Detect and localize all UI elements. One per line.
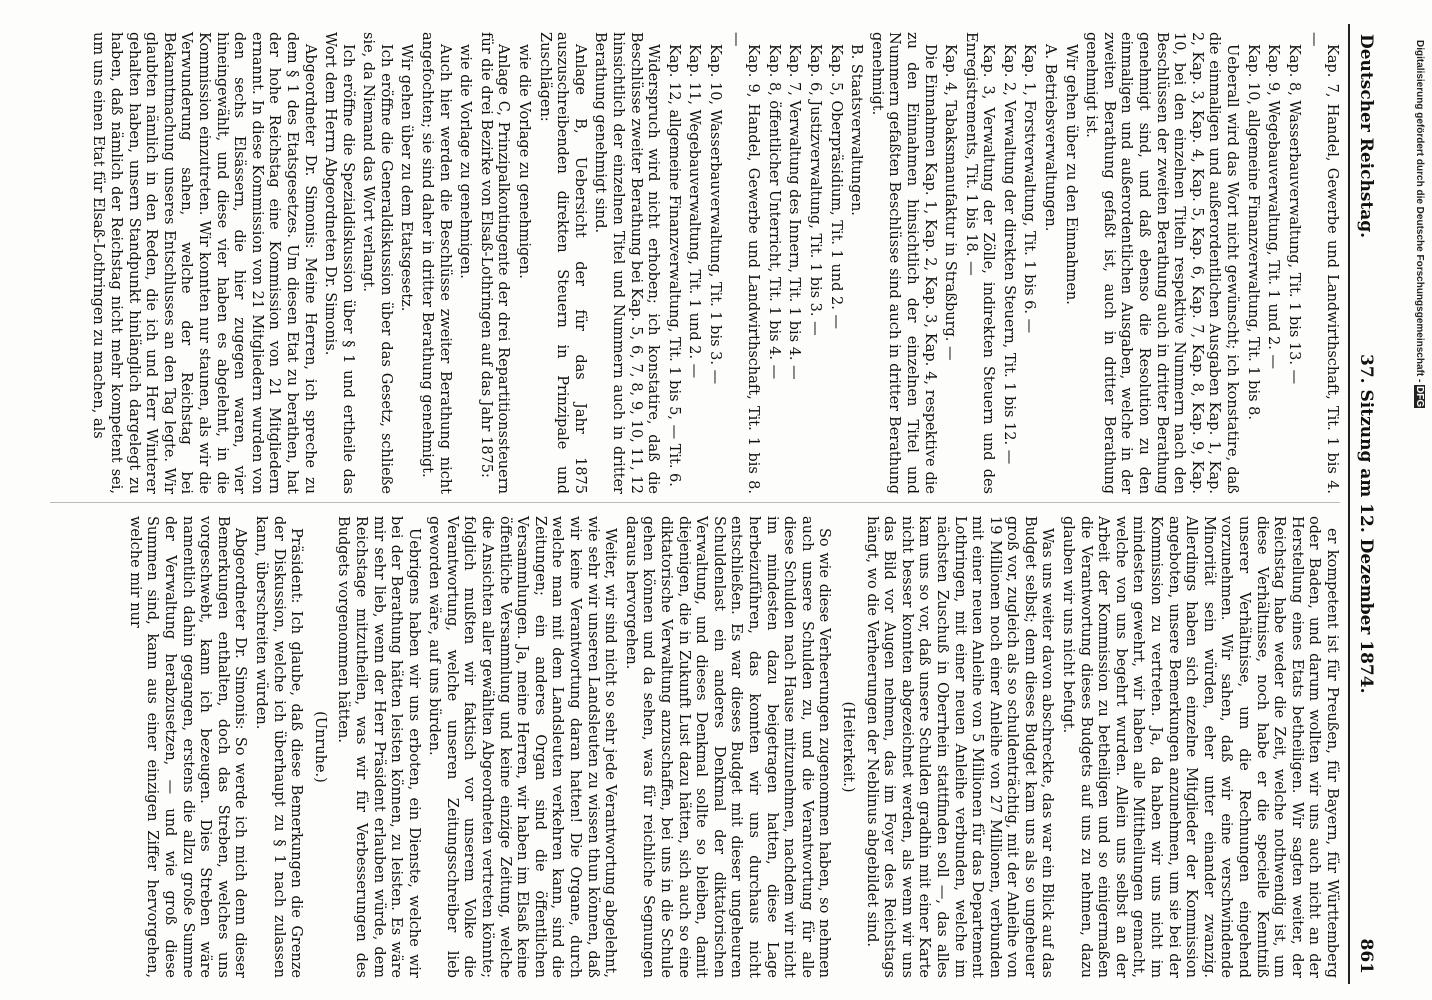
paragraph: Ich eröffne die Spezialdiskussion über § 1 und ertheile das Wort dem Herrn Abgeordneten Dr. Simonis. — [322, 32, 356, 494]
paragraph: Kap. 10, allgemeine Finanzverwaltung, Tit. 1 bis 8. — [1244, 44, 1261, 420]
paragraph: Kap. 5, Oberpräsidium, Tit. 1 und 2. — — [827, 44, 844, 329]
rotated-document-page — [35, 24, 1380, 984]
right-column — [122, 516, 1340, 978]
dfg-logo: DFG — [1414, 386, 1425, 408]
paragraph: Anlage B, Uebersicht der für das Jahr 1875 auszuschreibenden direkten Steuern in Prinzipale und Zuschlägen: — [536, 32, 588, 494]
paragraph: (Unruhe.) — [311, 711, 328, 783]
paragraph: Auch hier werden die Beschlüsse zweiter Berathung nicht angefochten; sie sind daher in dritter Berathung genehmigt. — [419, 32, 453, 494]
paragraph: wie die Vorlage zu genehmigen. — [516, 44, 533, 279]
header-session: 37. Sitzung am 12. Dezember 1874. — [1356, 354, 1376, 694]
paragraph: er kompetent ist für Preußen, für Bayern, für Württemberg oder Baden, und darum wollten wir uns auch nicht an der Herstellung eines Etats betheiligen. Wir sagten weiter, der Reichstag habe weder die Zeit, welche nothwendig ist, um diese Verhältnisse, noch habe er die specielle Kenntniß unserer Verhältnisse, um die Rechnungen eingehend vorzunehmen. Wir sahen, daß wir eine verschwindende Minorität sein würden, eher unter einander zwanzig. Allerdings haben sich einzelne Mitglieder der Kommission angeboten, unsere Bemerkungen anzunehmen, um sie bei der Kommission zu vertreten. Ja, da haben wir uns nicht im mindesten gewehrt, wir haben alle Mittheilungen gemacht, welche von uns begehrt wurden. Allein uns selbst an der Arbeit der Kommission zu betheiligen und so einigermaßen die Verantwortung dieses Budgets auf uns zu nehmen, dazu glauben wir uns nicht befugt. — [1060, 516, 1340, 978]
paragraph: Ueberall wird das Wort nicht gewünscht; ich konstatire, daß die einmaligen und außerordentlichen Ausgaben Kap. 1, Kap. 2, Kap. 3, Kap. 4, Kap. 5, Kap. 6, Kap. 7, Kap. 8, Kap. 9, Kap. 10, bei den einzelnen Titeln respektive Nummern nach den Beschlüssen der zweiten Berathung auch in dritter Berathung genehmigt sind, und daß ebenso die Resolution zu den einmaligen und außerordentlichen Ausgaben, welche in der zweiten Berathung gefaßt ist, auch in dritter Berathung genehmigt ist. — [1083, 32, 1241, 494]
paragraph: (Heiterkeit.) — [839, 701, 856, 793]
paragraph: Kap. 2, Verwaltung der direkten Steuern, Tit. 1 bis 12. — — [1000, 44, 1017, 465]
paragraph: Kap. 6, Justizverwaltung, Tit. 1 bis 3. — — [806, 44, 823, 336]
paragraph: Kap. 1, Forstverwaltung, Tit. 1 bis 6. — — [1021, 44, 1038, 334]
paragraph: Kap. 8, Wasserbauverwaltung, Tit. 1 bis 13. — — [1285, 44, 1302, 385]
paragraph: Wir gehen über zu den Einnahmen. — [1062, 44, 1079, 305]
paragraph: Kap. 7, Handel, Gewerbe und Landwirthschaft, Tit. 1 bis 4. — — [1306, 32, 1340, 494]
paragraph: Kap. 7, Verwaltung des Innern, Tit. 1 bis 4. — — [786, 44, 803, 380]
page-header — [1348, 24, 1380, 984]
paragraph: Was uns weiter davon abschreckte, das war ein Blick auf das Budget selbst; denn dieses Budget kam uns als so ungeheuer groß vor, zugleich als so schuldenträchtig, mit der Anleihe von 19 Millionen noch einer Anleihe von 27 Millionen, verbunden mit einer neuen Anleihe von 5 Millionen für das Departement Lothringen, mit einer neuen Anleihe verbunden, welche im nächsten Zuschuß in Oberrhein stattfinden soll —, das alles kam uns so vor, daß unsere Schulden gradhin mit einer Karte nicht besser konnten abgezeichnet werden, als wenn wir uns das Bild vor Augen nehmen, das im Foyer des Reichstags hängt, wo die Verheerungen der Neblinus abgebildet sind. — [863, 516, 1056, 978]
column-divider — [50, 502, 1340, 503]
digitization-credit — [1414, 40, 1430, 600]
paragraph: Kap. 10, Wasserbauverwaltung, Tit. 1 bis 3. — — [707, 44, 723, 385]
paragraph: Weiter, wir sind nicht so sehr jede Verantwortung abgelehnt, wie sehr wir unseren Landsleuten zu wissen thun können, daß wir keine Verantwortung daran hatten! Die Organe, durch welche man mit dem Landsleuten verkehren kann, sind die Zeitungen; ein anderes Organ sind die öffentlichen Versammlungen. Ja, meine Herren, wir haben im Elsaß keine öffentliche Versammlung und keine einzige Zeitung, welche die Ansichten aller gewählten Abgeordneten vertreten könnte; folglich mußten wir faktisch vor unserem Volke die Verantwortung, welche unseren Zeitungsschreiber lieb geworden wäre, auf uns bürden. — [426, 516, 619, 978]
paragraph: Kap. 9, Wegebauverwaltung, Tit. 1 und 2. — — [1265, 44, 1282, 369]
paragraph: Abgeordneter Dr. Simonis: Meine Herren, ich spreche zu dem § 1 des Etatsgesetzes. Um diesen Etat zu berathen, hat der hohe Reichstag eine Kommission von 21 Mitgliedern ernannt. In diese Kommission von 21 Mitgliedern wurden von den sechs Elsässern, die hier zugegen waren, vier hineingewählt, und diese vier haben es abgelehnt, in die Kommission einzutreten. Wir konnten nur staunen, als wir die Verwunderung sahen, welche der Reichstag bei Bekanntmachung unseres Entschlusses an den Tag legte. Wir glaubten nämlich in den Reden, die ich und Herr Winterer gehalten haben, unsern Standpunkt hinlänglich dargelegt zu haben, daß nämlich der Reichstag nicht mehr kompetent sei, um uns einen Etat für Elsaß-Lothringen zu machen, als — [90, 32, 318, 494]
paragraph: Kap. 11, Wegebauverwaltung, Tit. 1 und 2. — — [686, 44, 703, 379]
paragraph: Kap. 9, Handel, Gewerbe und Landwirthschaft, Tit. 1 bis 8. — — [727, 32, 762, 494]
credit-line: Digitalisierung gefördert durch die Deutsche Forschungsgemeinschaft - — [1414, 40, 1425, 383]
credit-text — [1414, 40, 1425, 408]
paragraph: Kap. 4, Tabaksmanufaktur in Straßburg. — — [942, 44, 959, 361]
paragraph: Kap. 12, allgemeine Finanzverwaltung, Tit. 1 bis 5, — Tit. 6. — [665, 44, 682, 487]
header-publication: Deutscher Reichstag. — [1356, 34, 1376, 239]
paragraph: wie die Vorlage zu genehmigen. — [457, 44, 474, 279]
paragraph: Uebrigens haben wir uns erboten, ein Dienste, welche wir bei der Berathung hätten leisten können, zu leisten. Es wäre mir sehr lieb, wenn der Herr Präsident erlauben würde, dem Reichstage mitzutheilen, was wir für Verbesserungen des Budgets vorgenommen hätten. — [335, 516, 422, 978]
paragraph: Die Einnahmen Kap. 1, Kap. 2, Kap. 3, Kap. 4, respektive die zu den Einnahmen hinsichtlich der einzelnen Titel und Nummern gefaßten Beschlüsse sind auch in dritter Berathung genehmigt. — [868, 32, 938, 494]
paragraph: A. Betriebsverwaltungen. — [1042, 44, 1059, 232]
paragraph: Präsident: Ich glaube, daß diese Bemerkungen die Grenze der Diskussion, welche ich überhaupt zu § 1 nach zulassen kann, überschreiten würden. — [252, 516, 305, 978]
paragraph: Widerspruch wird nicht erhoben; ich konstatire, daß die Beschlüsse zweiter Berathung bei Kap. 5, 6, 7, 8, 9, 10, 11, 12 hinsichtlich der einzelnen Titel und Nummern auch in dritter Berathung genehmigt sind. — [592, 32, 662, 494]
paragraph: Wir gehen über zu dem Etatsgesetz. — [398, 44, 415, 312]
paragraph: Abgeordneter Dr. Simonis: So werde ich mich denn dieser Bemerkungen enthalten, doch das Streben, welches uns vorgeschwebt, kann ich bezeugen. Dies Streben wäre namentlich dahin gegangen, erstens die allzu große Summe der Verwaltung herabzusetzen, — und wie groß diese Summen sind, kann aus einer einzigen Ziffer hervorgehen, welche mir nur — [126, 516, 249, 978]
paragraph: Kap. 3, Verwaltung der Zölle, indirekten Steuern und des Enregistrements, Tit. 1 bis 18. — — [962, 32, 997, 494]
left-column — [86, 32, 1340, 494]
paragraph: Kap. 8, öffentlicher Unterricht, Tit. 1 bis 4. — — [765, 44, 782, 380]
page-number: 861 — [1356, 938, 1376, 974]
paragraph: So wie diese Verheerungen zugenommen haben, so nehmen auch unsere Schulden zu, und die Verantwortung für alle diese Schulden nach Hause mitzunehmen, nachdem wir nicht im mindesten dazu beigetragen hatten, diese Lage herbeizuführen, das konnten wir uns durchaus nicht entschließen. Es war dieses Budget mit dieser ungeheuren Schuldenlast ein anderes Denkmal der diktatorischen Verwaltung, und dieses Denkmal sollte so bleiben, damit diejenigen, die in Zukunft Lust dazu hätten, sich auch so eine diktatorische Verwaltung anzuschaffen, bei uns in die Schule gehen können und da sehen, was für reichliche Segnungen daraus hervorgehen. — [622, 516, 833, 978]
paragraph: Anlage C, Prinzipalkontingente der drei Repartitionssteuern für die drei Bezirke von Elsaß-Lothringen auf das Jahr 1875: — [477, 32, 512, 494]
paragraph: Ich eröffne die Generaldiskussion über das Gesetz, schließe sie, da Niemand das Wort verlangt. — [360, 32, 394, 494]
paragraph: B. Staatsverwaltungen. — [848, 44, 865, 216]
